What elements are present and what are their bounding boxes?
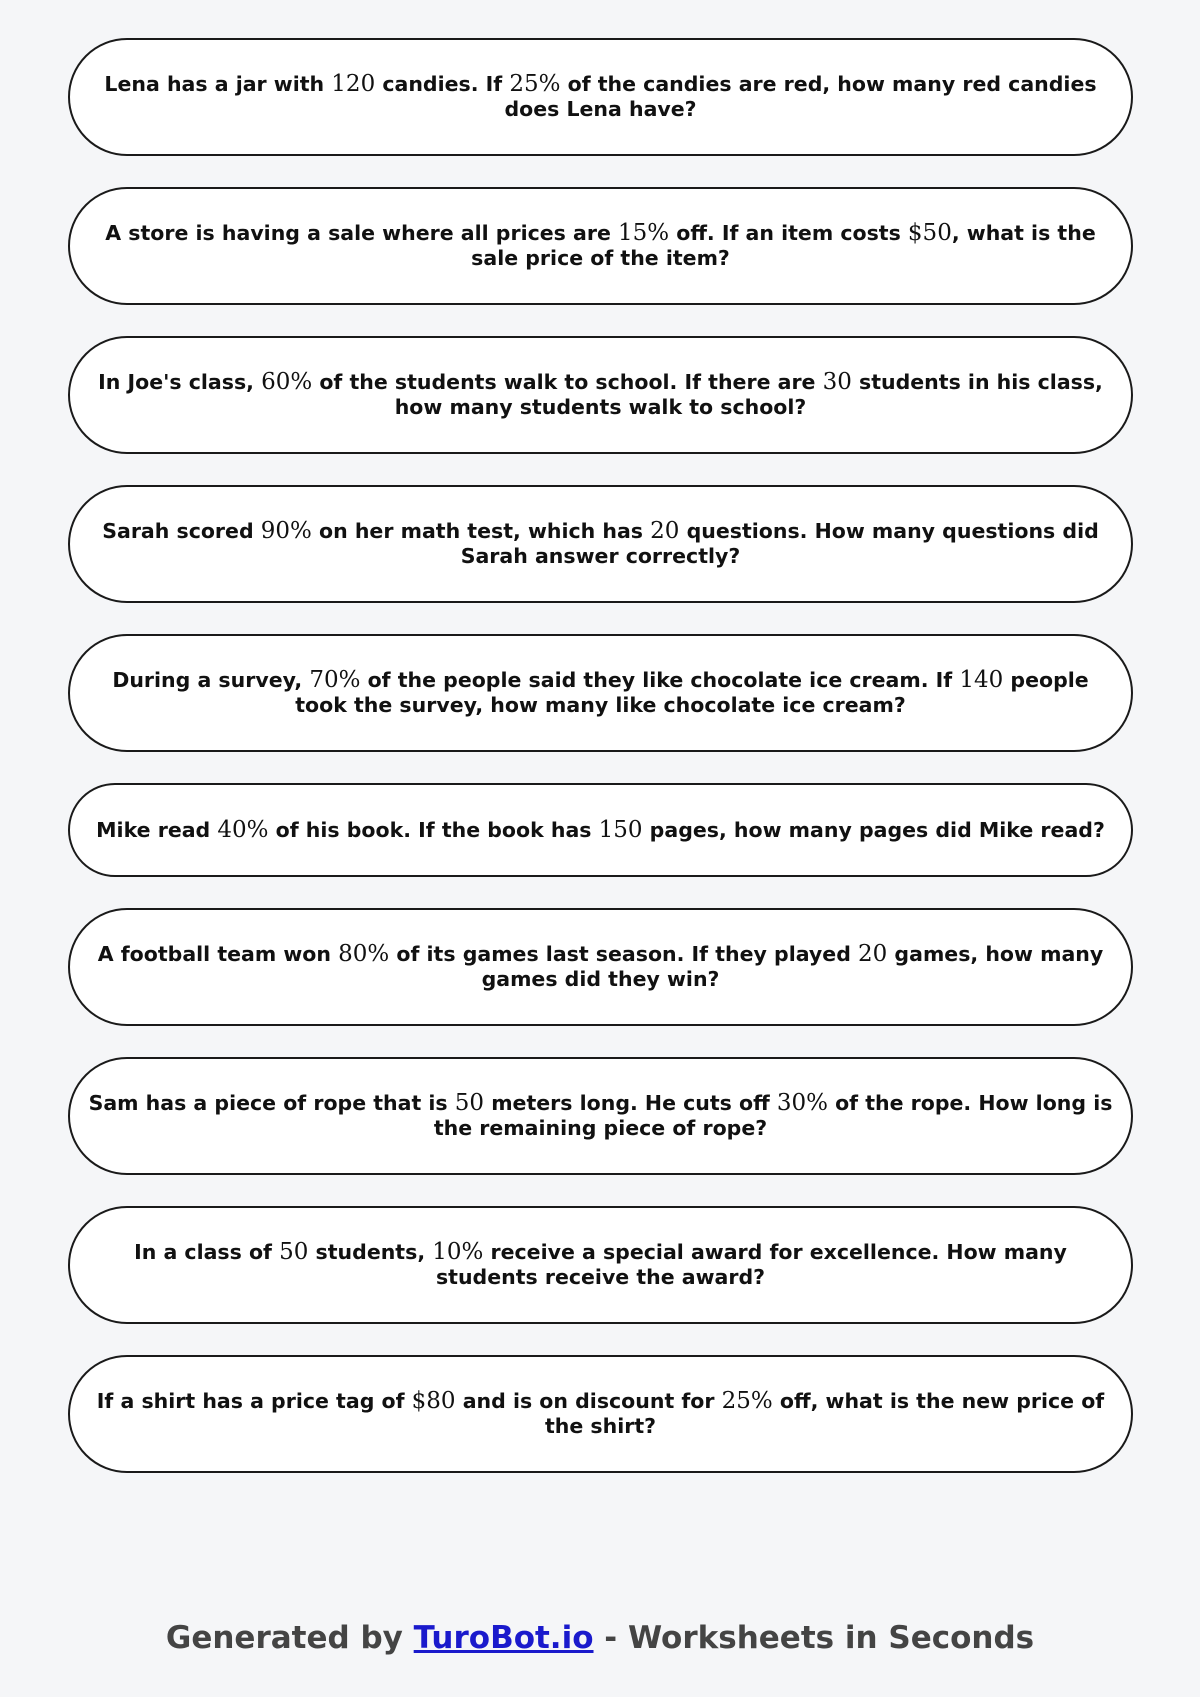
text-segment: of its games last season. If they played (389, 942, 859, 966)
math-value: 10% (432, 1239, 484, 1265)
math-value: $50 (907, 220, 952, 246)
question-card-9 (68, 1206, 1133, 1324)
footer (0, 1620, 1200, 1656)
text-segment: Sarah scored (102, 519, 261, 543)
text-segment: Sam has a piece of rope that is (88, 1091, 455, 1115)
question-text (86, 519, 1115, 569)
math-value: 140 (959, 667, 1004, 693)
question-card-10 (68, 1355, 1133, 1473)
text-segment: on her math test, which has (311, 519, 651, 543)
math-value: 30% (776, 1090, 828, 1116)
math-value: 60% (261, 369, 313, 395)
footer-prefix: Generated by (165, 1620, 414, 1656)
question-text (86, 221, 1115, 271)
text-segment: of the people said they like chocolate ice cream. If (360, 668, 960, 692)
question-card-6 (68, 783, 1133, 877)
question-card-3 (68, 336, 1133, 454)
text-segment: , what is the sale price of the item? (471, 221, 1096, 270)
text-segment: questions. How many questions did Sarah answer correctly? (460, 519, 1099, 568)
text-segment: candies. If (375, 72, 510, 96)
text-segment: people took the survey, how many like chocolate ice cream? (295, 668, 1089, 717)
text-segment: and is on discount for (455, 1389, 722, 1413)
question-card-8 (68, 1057, 1133, 1175)
math-value: 20 (858, 941, 888, 967)
text-segment: off, what is the new price of the shirt? (544, 1389, 1105, 1438)
question-list (68, 38, 1133, 1504)
question-text (86, 1091, 1115, 1141)
text-segment: Mike read (96, 817, 218, 842)
question-card-7 (68, 908, 1133, 1026)
math-value: 20 (650, 518, 680, 544)
question-card-4 (68, 485, 1133, 603)
text-segment: games, how many games did they win? (481, 942, 1104, 991)
math-value: 15% (617, 220, 670, 246)
text-segment: In Joe's class, (98, 370, 262, 394)
question-card-1 (68, 38, 1133, 156)
math-value: 150 (598, 816, 643, 843)
text-segment: In a class of (134, 1240, 280, 1264)
text-segment: If a shirt has a price tag of (96, 1389, 412, 1413)
math-value: 120 (331, 71, 376, 97)
math-value: 25% (509, 71, 561, 97)
text-segment: students in his class, how many students walk to school? (394, 370, 1103, 419)
text-segment: of the rope. How long is the remaining piece of rope? (433, 1091, 1113, 1140)
text-segment: A football team won (97, 942, 339, 966)
text-segment: students, (308, 1240, 433, 1264)
question-text (86, 1389, 1115, 1439)
question-card-2 (68, 187, 1133, 305)
math-value: 25% (721, 1388, 773, 1414)
text-segment: of his book. If the book has (268, 817, 599, 842)
question-text (86, 1240, 1115, 1290)
text-segment: meters long. He cuts off (484, 1091, 777, 1115)
question-text (86, 942, 1115, 992)
text-segment: pages, how many pages did Mike read? (642, 817, 1105, 842)
footer-suffix: - Worksheets in Seconds (593, 1620, 1035, 1656)
math-value: 90% (260, 518, 312, 544)
turobot-link[interactable]: TuroBot.io (413, 1620, 594, 1656)
math-value: $80 (411, 1388, 456, 1414)
text-segment: During a survey, (112, 668, 310, 692)
question-card-5 (68, 634, 1133, 752)
math-value: 40% (217, 816, 269, 843)
math-value: 70% (309, 667, 361, 693)
text-segment: Lena has a jar with (104, 72, 332, 96)
question-text (86, 668, 1115, 718)
question-text (86, 370, 1115, 420)
text-segment: of the candies are red, how many red candies does Lena have? (504, 72, 1097, 121)
text-segment: off. If an item costs (669, 221, 908, 245)
math-value: 80% (338, 941, 390, 967)
math-value: 50 (279, 1239, 309, 1265)
text-segment: A store is having a sale where all prices are (105, 221, 618, 245)
math-value: 30 (822, 369, 852, 395)
text-segment: receive a special award for excellence. How many students receive the award? (435, 1240, 1067, 1289)
question-text (96, 818, 1105, 843)
math-value: 50 (454, 1090, 485, 1116)
text-segment: of the students walk to school. If there are (312, 370, 823, 394)
question-text (86, 72, 1115, 122)
